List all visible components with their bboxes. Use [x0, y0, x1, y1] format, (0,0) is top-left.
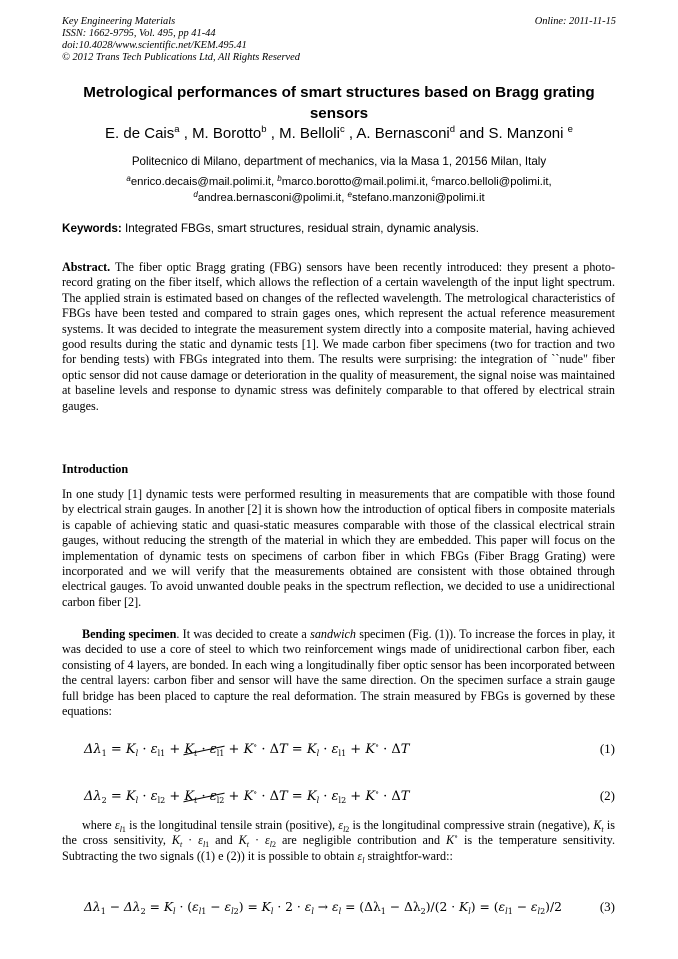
affiliation: Politecnico di Milano, department of mechanics, via la Masa 1, 20156 Milan, Italy: [131, 155, 547, 168]
email-link[interactable]: marco.borotto@mail.polimi.it,: [281, 176, 429, 188]
bending-paragraph: Bending specimen. It was decided to create a sandwich specimen (Fig. (1)). To increase the forces in play, it was decided to use a core of steel to which two reinforcement wings made of unidirectional carbon fiber, each consisting of 4 layers, are bonded. In each wing a longitudinally fiber optic sensor has been incorporated between the central layers: carbon fiber and sensor will have the same direction. On the specimen surface a strain gauge full bridge has been placed to capture the real deformation. The strain measured by FBGs is governed by these equations:: [62, 627, 615, 719]
equation-number: (3): [599, 899, 615, 914]
author-list: E. de Cais$^a$ , M. Borotto$^b$ , M. Belloli$^c$ , A. Bernasconi$^d$ and S. Manzoni $^e$: [105, 124, 573, 142]
where-paragraph: where $\varepsilon_{l1}$ is the longitudinal tensile strain (positive), $\varepsilon_{l2}$ is the longitudinal compressive strain (negative), $K_t$ is the cross sensitivity, $K_t \cdot \varepsilon_{l1}$ and $K_t \cdot \varepsilon_{l2}$ are negligible contribution and K∘ is the temperature sensitivity. Subtracting the two signals ((1) e (2)) it is possible to obtain $\varepsilon_l$ straightfor-ward::: [62, 818, 615, 865]
keywords-text: Integrated FBGs, smart structures, residual strain, dynamic analysis.: [125, 222, 480, 235]
title-line-2: sensors: [309, 105, 369, 122]
introduction-paragraph: In one study [1] dynamic tests were performed resulting in measurements that are compatible with those found by electrical strain gauges. In another [2] it is shown how the introduction of optical fibers in composite materials is capable of achieving static and quasi-static measures comparable with those of the classical electrical strain gauges, without reducing the strength of the material in which they are embedded. This paper will focus on the implementation of dynamic tests on specimens of carbon fiber in which FBGs (Fiber Bragg Grating) were incorporated and we will verify that the measurements obtained are consistent with those obtained through electrical gauges. To avoid unwanted double peaks in the spectrum reflection, we decided to use a unidirectional carbon fiber [2].: [62, 487, 615, 609]
email-link[interactable]: enrico.decais@mail.polimi.it,: [130, 176, 275, 188]
equation-1-formula: $\Delta\lambda_1 = K_l \cdot \varepsilon_{l1} + K_t \cdot \varepsilon_{l1} + K^\circ \cdot \Delta T = K_l \cdot \varepsilon_{l1} + K^\circ \cdot \Delta T$: [84, 741, 410, 758]
issn-line: ISSN: 1662-9795, Vol. 495, pp 41-44: [62, 28, 216, 39]
email-link[interactable]: marco.belloli@polimi.it,: [435, 176, 552, 188]
abstract: [62, 260, 615, 414]
equation-2-formula: $\Delta\lambda_2 = K_l \cdot \varepsilon_{l2} + K_t \cdot \varepsilon_{l2} + K^\circ \cdot \Delta T = K_l \cdot \varepsilon_{l2} + K^\circ \cdot \Delta T$: [84, 788, 410, 805]
sandwich-term: sandwich: [310, 627, 356, 641]
equation-3: [84, 898, 615, 916]
bending-label: Bending specimen: [82, 627, 177, 641]
author-name: M. Belloli: [279, 125, 340, 142]
section-heading-introduction: Introduction: [62, 462, 129, 476]
paper-title: [62, 82, 616, 124]
author-sup: c: [339, 124, 345, 135]
email-line-1: $^a$enrico.decais@mail.polimi.it, $^b$marco.borotto@mail.polimi.it, $^c$marco.belloli@polimi.it,: [126, 174, 552, 188]
author-sup: e: [567, 124, 573, 135]
email-link[interactable]: andrea.bernasconi@polimi.it,: [197, 192, 345, 204]
abstract-text: The fiber optic Bragg grating (FBG) sensors have been recently introduced: they present a photo-record grating on the fiber itself, which allows the reflection of a certain wavelength of the input light spectrum. The applied strain is estimated based on changes of the reflected wavelength. The metrological characteristics of FBGs have been tested and compared to strain gages ones, which represent the actual reference measurement systems. It was decided to integrate the measurement system directly into a composite material, having achieved good results during the static and dynamic tests [1]. We made carbon fiber specimens (two for traction and two for bending tests) with FBGs integrated into them. The results were surprising: the integration of ``nude" fiber optic sensor did not cause damage or deterioration in the quality of measurement, the signal noise was maintained at baseline levels and response to dynamic stress was definitely comparable to that offered by electrical strain gauges.: [62, 260, 615, 413]
equation-number: (1): [599, 741, 615, 756]
author-name: S. Manzoni: [488, 125, 564, 142]
author-sup: d: [449, 124, 456, 135]
equation-1: [84, 740, 615, 759]
author-name: M. Borotto: [192, 125, 262, 142]
author-sup: a: [174, 124, 180, 135]
journal-name: Key Engineering Materials: [62, 16, 176, 27]
equation-number: (2): [599, 788, 615, 803]
abstract-label: Abstract.: [62, 260, 111, 274]
author-sup: b: [261, 124, 267, 135]
publication-header: [62, 16, 616, 64]
doi-line: doi:10.4028/www.scientific.net/KEM.495.41: [62, 40, 247, 51]
keywords-label: Keywords:: [62, 222, 122, 235]
keywords: [62, 221, 616, 236]
email-list: [40, 174, 638, 206]
copyright-line: © 2012 Trans Tech Publications Ltd, All Rights Reserved: [62, 52, 300, 63]
author-name: A. Bernasconi: [356, 125, 450, 142]
email-link[interactable]: stefano.manzoni@polimi.it: [351, 192, 485, 204]
equation-2: [84, 787, 615, 806]
online-date: Online: 2011-11-15: [534, 16, 616, 27]
title-line-1: Metrological performances of smart structures based on Bragg grating: [83, 84, 595, 101]
email-line-2: $^d$andrea.bernasconi@polimi.it, $^e$stefano.manzoni@polimi.it: [193, 190, 485, 204]
equation-3-formula: $\Delta\lambda_1 - \Delta\lambda_2 = K_l \cdot (\varepsilon_{l1} - \varepsilon_{l2}) = K_l \cdot 2 \cdot \varepsilon_l \to \varepsilon_l = (\Delta\lambda_1 - \Delta\lambda_2)/(2 \cdot K_l) = (\varepsilon_{l1} - \varepsilon_{l2})/2$: [84, 900, 562, 916]
author-name: E. de Cais: [105, 125, 175, 142]
